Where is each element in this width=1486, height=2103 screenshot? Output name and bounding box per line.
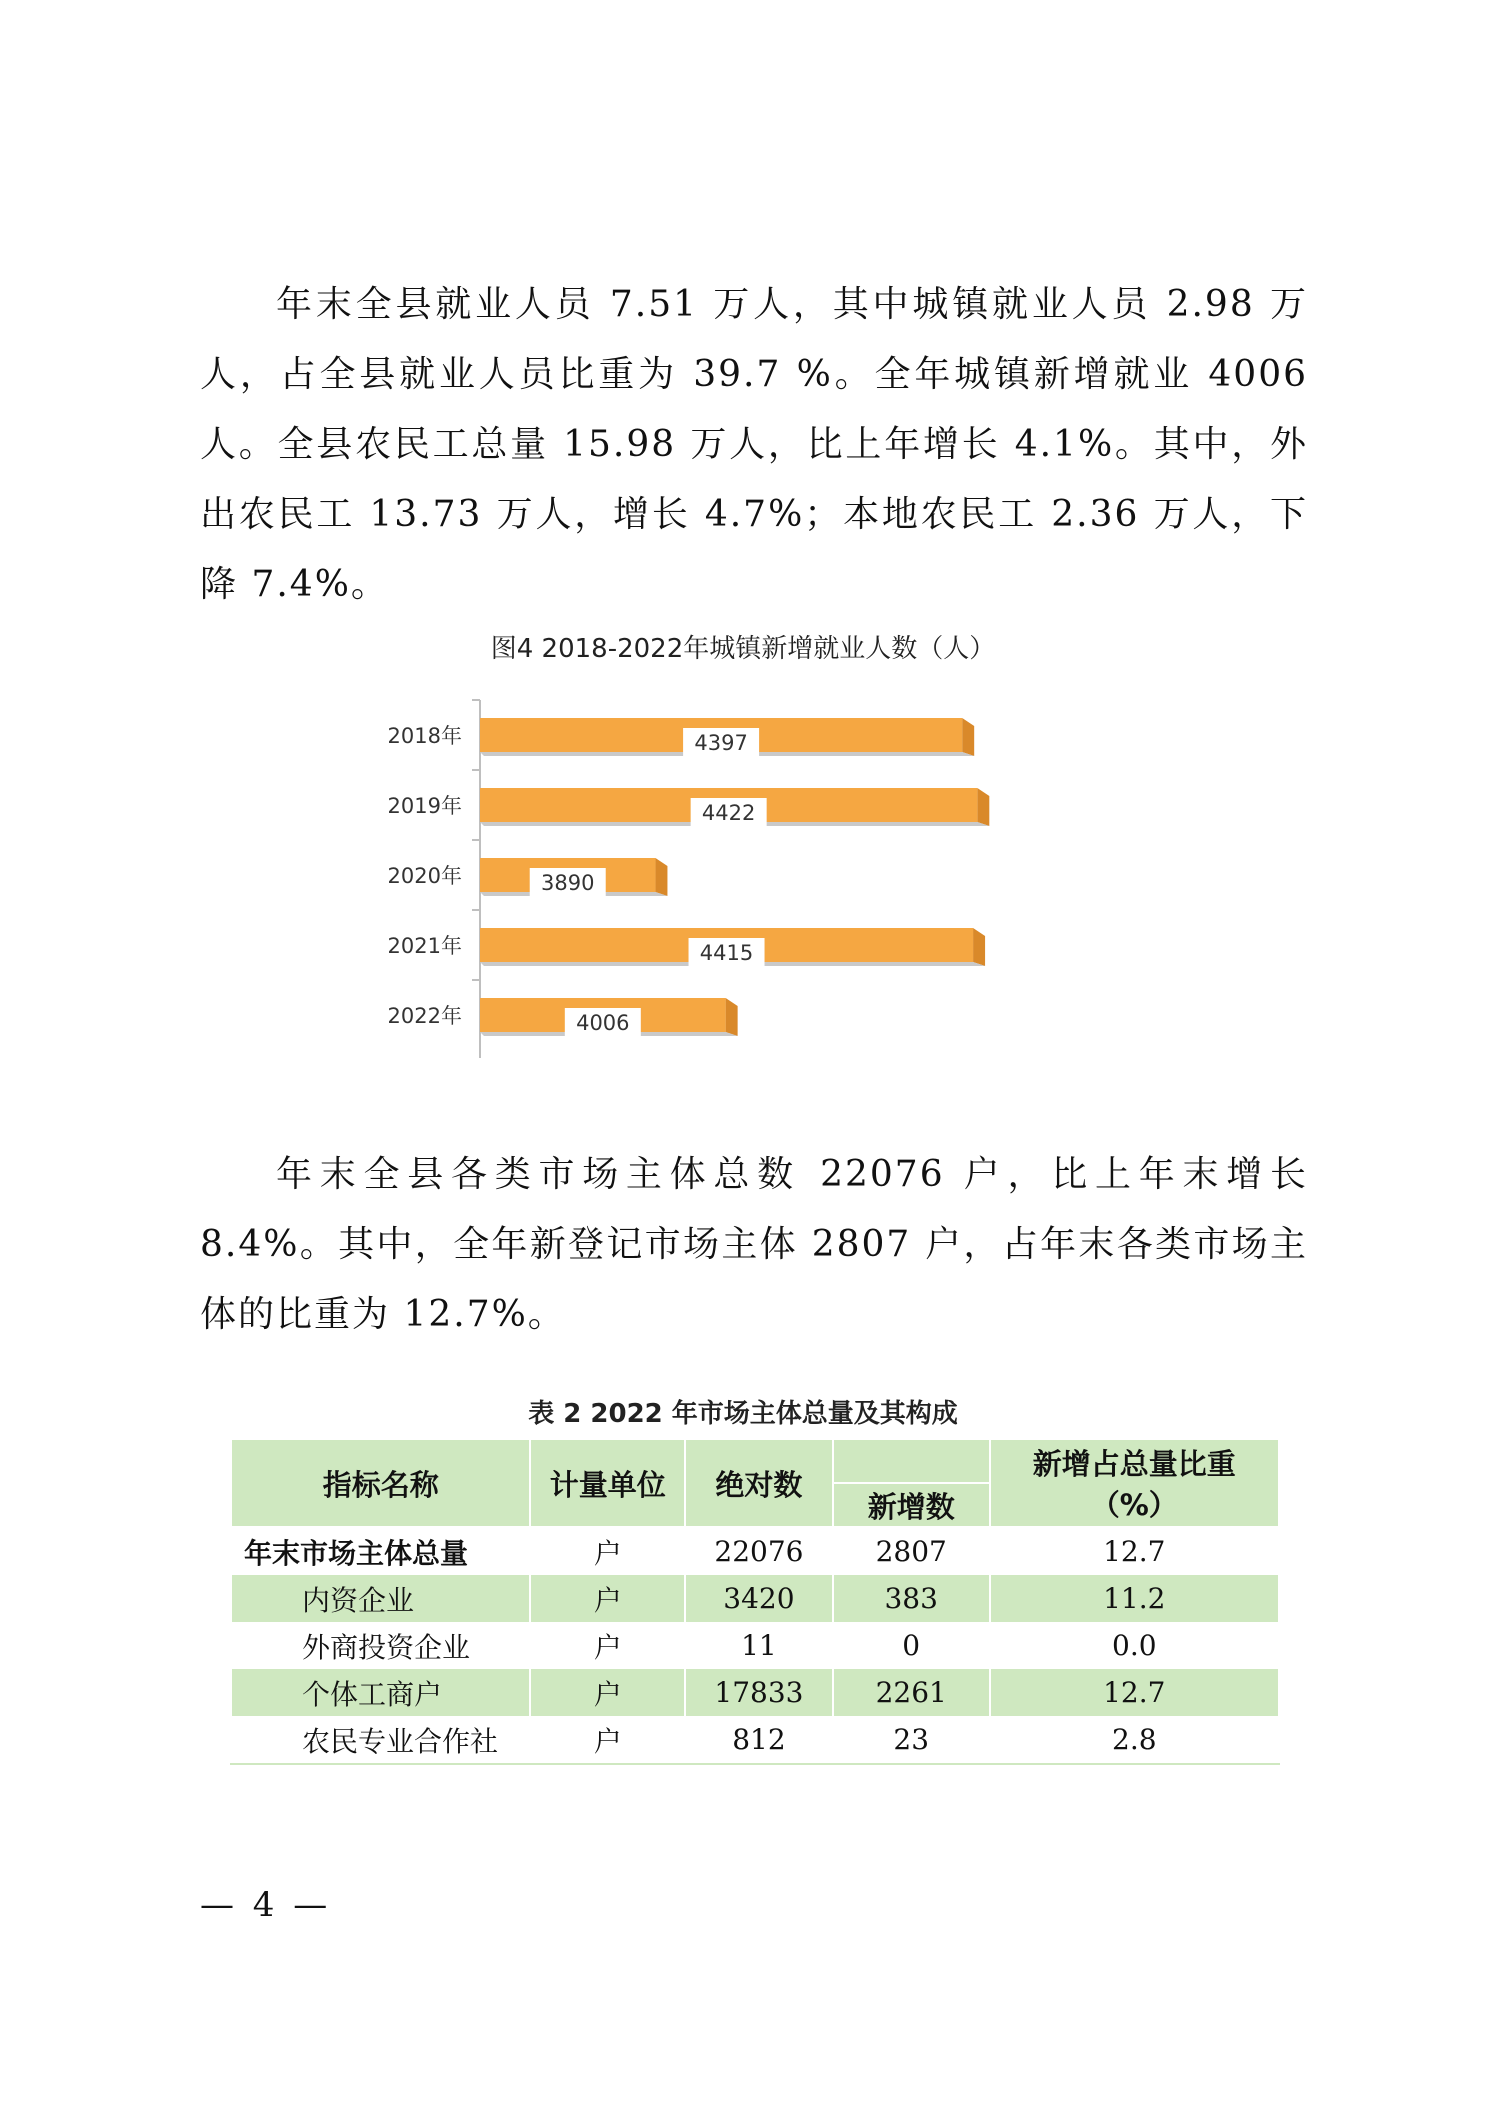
chart-data-label: 4422 — [701, 801, 756, 825]
row-absolute: 3420 — [685, 1575, 833, 1622]
header-name: 指标名称 — [231, 1439, 530, 1527]
table-row — [231, 1669, 1279, 1716]
row-absolute: 11 — [685, 1622, 833, 1669]
row-name: 外商投资企业 — [231, 1622, 530, 1669]
row-new: 2807 — [833, 1527, 990, 1575]
chart-category-label: 2022年 — [387, 1004, 462, 1028]
row-new: 383 — [833, 1575, 990, 1622]
table-caption: 表 2 2022 年市场主体总量及其构成 — [528, 1399, 958, 1429]
table-row — [231, 1575, 1279, 1622]
paragraph-employment-text: 年末全县就业人员 7.51 万人，其中城镇就业人员 2.98 万人，占全县就业人员比重为 39.7 %。全年城镇新增就业 4006 人。全县农民工总量 15.98 万人，比上年增长 4.1%。其中，外出农民工 13.73 万人，增长 4.7%；本地农民工 2.36 万人，下降 7.4%。 — [200, 284, 1308, 605]
chart-title: 图4 2018-2022年城镇新增就业人数（人） — [490, 634, 996, 664]
row-ratio: 11.2 — [990, 1575, 1279, 1622]
chart-category-label: 2020年 — [387, 864, 462, 888]
header-ratio-line2: （%） — [1090, 1488, 1178, 1522]
chart-data-label: 4397 — [694, 731, 748, 755]
chart-data-label: 4006 — [576, 1011, 630, 1035]
row-absolute: 22076 — [685, 1527, 833, 1575]
page-number: — 4 — — [200, 1885, 332, 1925]
chart-bar-side — [973, 928, 985, 966]
row-ratio: 12.7 — [990, 1669, 1279, 1716]
row-new: 23 — [833, 1716, 990, 1764]
chart-bar-side — [655, 858, 667, 896]
paragraph-market-entities-text: 年末全县各类市场主体总数 22076 户，比上年末增长 8.4%。其中，全年新登记市场主体 2807 户，占年末各类市场主体的比重为 12.7%。 — [200, 1154, 1308, 1335]
paragraph-employment — [200, 270, 1308, 620]
row-ratio: 2.8 — [990, 1716, 1279, 1764]
row-unit: 户 — [530, 1622, 685, 1669]
table-row — [231, 1716, 1279, 1764]
row-unit: 户 — [530, 1575, 685, 1622]
row-unit: 户 — [530, 1669, 685, 1716]
table-row — [231, 1527, 1279, 1575]
paragraph-market-entities — [200, 1140, 1308, 1350]
row-name: 年末市场主体总量 — [231, 1527, 530, 1575]
chart-bar-side — [962, 718, 974, 756]
row-new: 0 — [833, 1622, 990, 1669]
header-ratio — [990, 1439, 1279, 1527]
row-unit: 户 — [530, 1716, 685, 1764]
row-new: 2261 — [833, 1669, 990, 1716]
chart-bar-side — [977, 788, 989, 826]
chart-category-label: 2021年 — [387, 934, 462, 958]
header-absolute: 绝对数 — [685, 1439, 833, 1527]
chart-category-label: 2018年 — [387, 724, 462, 748]
chart-data-label: 4415 — [699, 941, 754, 965]
row-name: 个体工商户 — [231, 1669, 530, 1716]
row-name: 内资企业 — [231, 1575, 530, 1622]
employment-bar-chart — [360, 690, 1020, 1070]
row-ratio: 0.0 — [990, 1622, 1279, 1669]
chart-category-label: 2019年 — [387, 794, 462, 818]
row-ratio: 12.7 — [990, 1527, 1279, 1575]
chart-bar-side — [726, 998, 738, 1036]
header-empty — [833, 1439, 990, 1483]
chart-data-label: 3890 — [540, 871, 595, 895]
table-row — [231, 1622, 1279, 1669]
header-ratio-line1: 新增占总量比重 — [1032, 1447, 1236, 1481]
market-entities-table — [230, 1438, 1280, 1765]
row-unit: 户 — [530, 1527, 685, 1575]
row-name: 农民专业合作社 — [231, 1716, 530, 1764]
header-unit: 计量单位 — [530, 1439, 685, 1527]
header-new: 新增数 — [833, 1483, 990, 1527]
row-absolute: 812 — [685, 1716, 833, 1764]
row-absolute: 17833 — [685, 1669, 833, 1716]
